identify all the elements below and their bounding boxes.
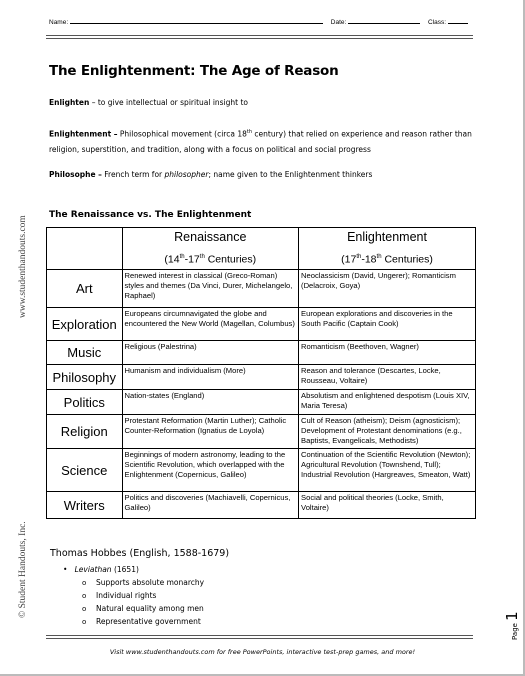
row-label: Music [47, 341, 123, 365]
header-rule-2 [46, 38, 473, 39]
name-field[interactable] [70, 16, 323, 24]
side-url: www.studenthandouts.com [18, 215, 28, 318]
hobbes-work [63, 565, 139, 574]
definition-text: Philosophical movement (circa 18 [117, 129, 247, 139]
row-label: Politics [47, 390, 123, 415]
table-row [47, 365, 476, 390]
name-date-class-header [49, 16, 473, 26]
renaissance-cell: Protestant Reformation (Martin Luther); Catholic Counter-Reformation (Ignatius de Loyola) [122, 415, 299, 449]
enlightenment-cell: Absolutism and enlightened despotism (Louis XIV, Maria Teresa) [299, 390, 476, 415]
renaissance-cell: Renewed interest in classical (Greco-Roman) styles and themes (Da Vinci, Durer, Michelangelo, Raphael) [122, 270, 299, 308]
enlightenment-cell: Reason and tolerance (Descartes, Locke, Rousseau, Voltaire) [299, 365, 476, 390]
definition-philosophe [49, 167, 475, 182]
column-name: Renaissance [174, 230, 247, 245]
page-title: The Enlightenment: The Age of Reason [49, 63, 339, 79]
definition-text-cont: century) that relied on experience and reason rather than religion, superstition, and tradition, along with a focus on political and social progress [49, 129, 472, 154]
row-label: Art [47, 270, 123, 308]
definition-term: Philosophe – [49, 170, 102, 179]
definition-enlighten [49, 95, 475, 110]
date-label: Date: [330, 19, 347, 26]
hobbes-name: Thomas Hobbes [50, 548, 127, 559]
hobbes-heading [50, 548, 229, 559]
definition-term: Enlightenment – [49, 129, 118, 139]
definition-enlightenment [49, 125, 475, 157]
side-copyright: © Student Handouts, Inc. [18, 521, 28, 618]
list-item: o Representative government [82, 617, 201, 626]
definition-term: Enlighten [49, 98, 90, 107]
definition-text: – to give intellectual or spiritual insight to [89, 98, 249, 107]
bullet-dot: • [63, 565, 68, 574]
renaissance-cell: Politics and discoveries (Machiavelli, Copernicus, Galileo) [122, 492, 299, 519]
column-period: (14th-17th Centuries) [164, 253, 257, 266]
date-field[interactable] [348, 16, 420, 24]
name-label: Name: [49, 19, 69, 26]
enlightenment-cell: Continuation of the Scientific Revolution (Newton); Agricultural Revolution (Townshend, Tull); Industrial Revolution (Hargreaves, Smeaton, Watt) [299, 449, 476, 492]
comparison-table [46, 227, 476, 519]
row-label: Religion [47, 415, 123, 449]
list-item: o Individual rights [82, 591, 157, 600]
comparison-title: The Renaissance vs. The Enlightenment [49, 210, 252, 220]
enlightenment-cell: Cult of Reason (atheism); Deism (agnosticism); Development of Protestant denominations (e.g., Baptists, Evangelicals, Methodists) [299, 415, 476, 449]
renaissance-cell: Nation-states (England) [122, 390, 299, 415]
class-field[interactable] [448, 16, 468, 24]
table-row [47, 270, 476, 308]
column-header-renaissance [122, 228, 299, 270]
table-row [47, 449, 476, 492]
table-row [47, 492, 476, 519]
definition-text-cont: ; name given to the Enlightenment thinkers [208, 170, 373, 179]
column-header-enlightenment [299, 228, 476, 270]
footer-rule-2 [46, 638, 473, 639]
table-row [47, 415, 476, 449]
table-row [47, 390, 476, 415]
work-title: Leviathan [74, 565, 112, 574]
table-row [47, 341, 476, 365]
row-label: Exploration [47, 308, 123, 341]
row-label: Writers [47, 492, 123, 519]
row-label: Philosophy [47, 365, 123, 390]
enlightenment-cell: Social and political theories (Locke, Smith, Voltaire) [299, 492, 476, 519]
page-number: Page 1 [503, 611, 521, 640]
table-header-row [47, 228, 476, 270]
table-corner [47, 228, 123, 270]
renaissance-cell: Humanism and individualism (More) [122, 365, 299, 390]
definition-sup: th [246, 129, 252, 135]
list-item: o Natural equality among men [82, 604, 204, 613]
row-label: Science [47, 449, 123, 492]
definition-text: French term for [101, 170, 165, 179]
enlightenment-cell: Neoclassicism (David, Ungerer); Romanticism (Delacroix, Goya) [299, 270, 476, 308]
table-row [47, 308, 476, 341]
header-rule [46, 35, 473, 36]
renaissance-cell: Religious (Palestrina) [122, 341, 299, 365]
hobbes-detail: (English, 1588-1679) [126, 548, 230, 559]
class-label: Class: [427, 19, 447, 26]
renaissance-cell: Europeans circumnavigated the globe and encountered the New World (Magellan, Columbus) [122, 308, 299, 341]
enlightenment-cell: Romanticism (Beethoven, Wagner) [299, 341, 476, 365]
enlightenment-cell: European explorations and discoveries in the South Pacific (Captain Cook) [299, 308, 476, 341]
renaissance-cell: Beginnings of modern astronomy, leading to the Scientific Revolution, which overlapped with the Enlightenment (Copernicus, Galileo) [122, 449, 299, 492]
footer-rule [46, 635, 473, 636]
footer-text: Visit www.studenthandouts.com for free PowerPoints, interactive test-prep games, and more! [109, 648, 416, 656]
column-period: (17th-18th Centuries) [341, 253, 433, 266]
definition-emphasis: philosopher [164, 170, 209, 179]
list-item: o Supports absolute monarchy [82, 578, 205, 587]
work-year: (1651) [111, 565, 139, 574]
column-name: Enlightenment [347, 230, 427, 245]
